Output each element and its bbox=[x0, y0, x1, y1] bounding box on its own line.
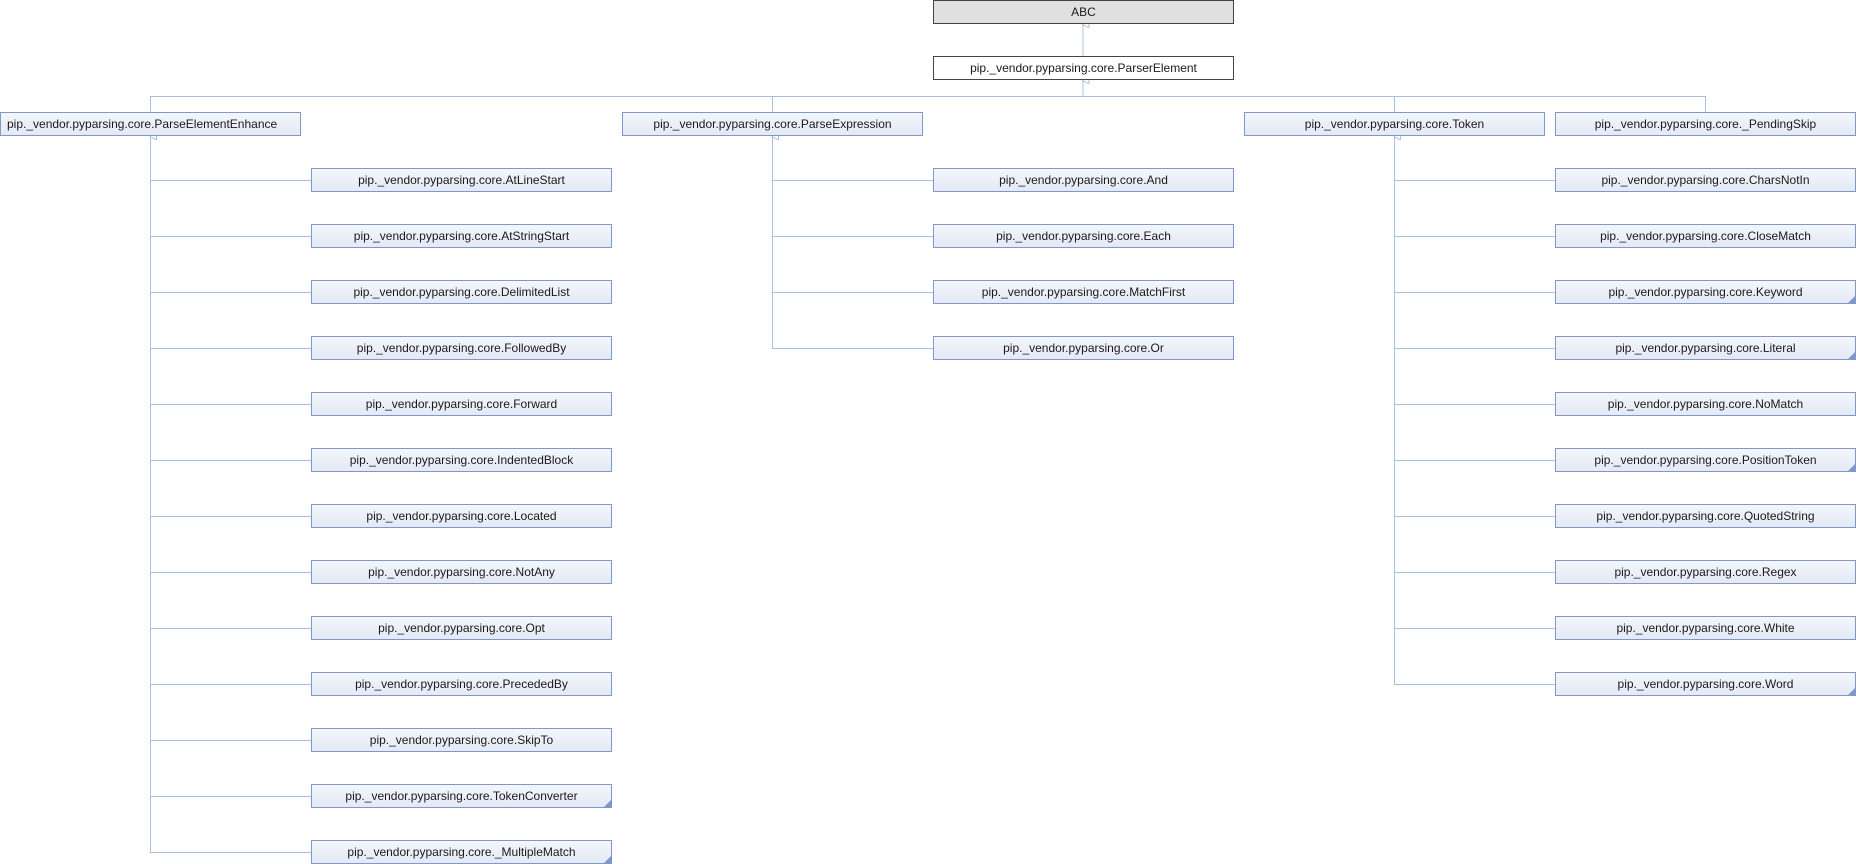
class-node-matchfirst[interactable]: pip._vendor.pyparsing.core.MatchFirst bbox=[933, 280, 1234, 304]
class-node-delimitedlist[interactable]: pip._vendor.pyparsing.core.DelimitedList bbox=[311, 280, 612, 304]
class-node-regex[interactable]: pip._vendor.pyparsing.core.Regex bbox=[1555, 560, 1856, 584]
class-node-abc[interactable]: ABC bbox=[933, 0, 1234, 24]
class-node-each[interactable]: pip._vendor.pyparsing.core.Each bbox=[933, 224, 1234, 248]
class-node-positiontoken[interactable]: pip._vendor.pyparsing.core.PositionToken bbox=[1555, 448, 1856, 472]
class-node-closematch[interactable]: pip._vendor.pyparsing.core.CloseMatch bbox=[1555, 224, 1856, 248]
class-node-word[interactable]: pip._vendor.pyparsing.core.Word bbox=[1555, 672, 1856, 696]
class-node-notany[interactable]: pip._vendor.pyparsing.core.NotAny bbox=[311, 560, 612, 584]
class-node-precededby[interactable]: pip._vendor.pyparsing.core.PrecededBy bbox=[311, 672, 612, 696]
class-node-charsnotin[interactable]: pip._vendor.pyparsing.core.CharsNotIn bbox=[1555, 168, 1856, 192]
class-node-keyword[interactable]: pip._vendor.pyparsing.core.Keyword bbox=[1555, 280, 1856, 304]
class-node-or[interactable]: pip._vendor.pyparsing.core.Or bbox=[933, 336, 1234, 360]
class-node-white[interactable]: pip._vendor.pyparsing.core.White bbox=[1555, 616, 1856, 640]
edge-branches-parseelementenhance bbox=[150, 181, 311, 853]
class-node-parseelementenhance[interactable]: pip._vendor.pyparsing.core.ParseElementEnhance bbox=[0, 112, 301, 136]
class-node-forward[interactable]: pip._vendor.pyparsing.core.Forward bbox=[311, 392, 612, 416]
class-node-pendingskip[interactable]: pip._vendor.pyparsing.core._PendingSkip bbox=[1555, 112, 1856, 136]
class-node-atstringstart[interactable]: pip._vendor.pyparsing.core.AtStringStart bbox=[311, 224, 612, 248]
class-node-tokenconverter[interactable]: pip._vendor.pyparsing.core.TokenConverter bbox=[311, 784, 612, 808]
class-node-nomatch[interactable]: pip._vendor.pyparsing.core.NoMatch bbox=[1555, 392, 1856, 416]
class-node-parseexpression[interactable]: pip._vendor.pyparsing.core.ParseExpression bbox=[622, 112, 923, 136]
class-node-parserelement[interactable]: pip._vendor.pyparsing.core.ParserElement bbox=[933, 56, 1234, 80]
class-node-quotedstring[interactable]: pip._vendor.pyparsing.core.QuotedString bbox=[1555, 504, 1856, 528]
class-node-and[interactable]: pip._vendor.pyparsing.core.And bbox=[933, 168, 1234, 192]
class-node-literal[interactable]: pip._vendor.pyparsing.core.Literal bbox=[1555, 336, 1856, 360]
class-node-followedby[interactable]: pip._vendor.pyparsing.core.FollowedBy bbox=[311, 336, 612, 360]
class-node-skipto[interactable]: pip._vendor.pyparsing.core.SkipTo bbox=[311, 728, 612, 752]
class-node-token[interactable]: pip._vendor.pyparsing.core.Token bbox=[1244, 112, 1545, 136]
edge-branches-token bbox=[1394, 181, 1555, 685]
edge-branches-parseexpression bbox=[772, 181, 933, 349]
class-node-multiplematch[interactable]: pip._vendor.pyparsing.core._MultipleMatch bbox=[311, 840, 612, 864]
class-node-opt[interactable]: pip._vendor.pyparsing.core.Opt bbox=[311, 616, 612, 640]
class-node-located[interactable]: pip._vendor.pyparsing.core.Located bbox=[311, 504, 612, 528]
class-node-indentedblock[interactable]: pip._vendor.pyparsing.core.IndentedBlock bbox=[311, 448, 612, 472]
class-node-atlinestart[interactable]: pip._vendor.pyparsing.core.AtLineStart bbox=[311, 168, 612, 192]
